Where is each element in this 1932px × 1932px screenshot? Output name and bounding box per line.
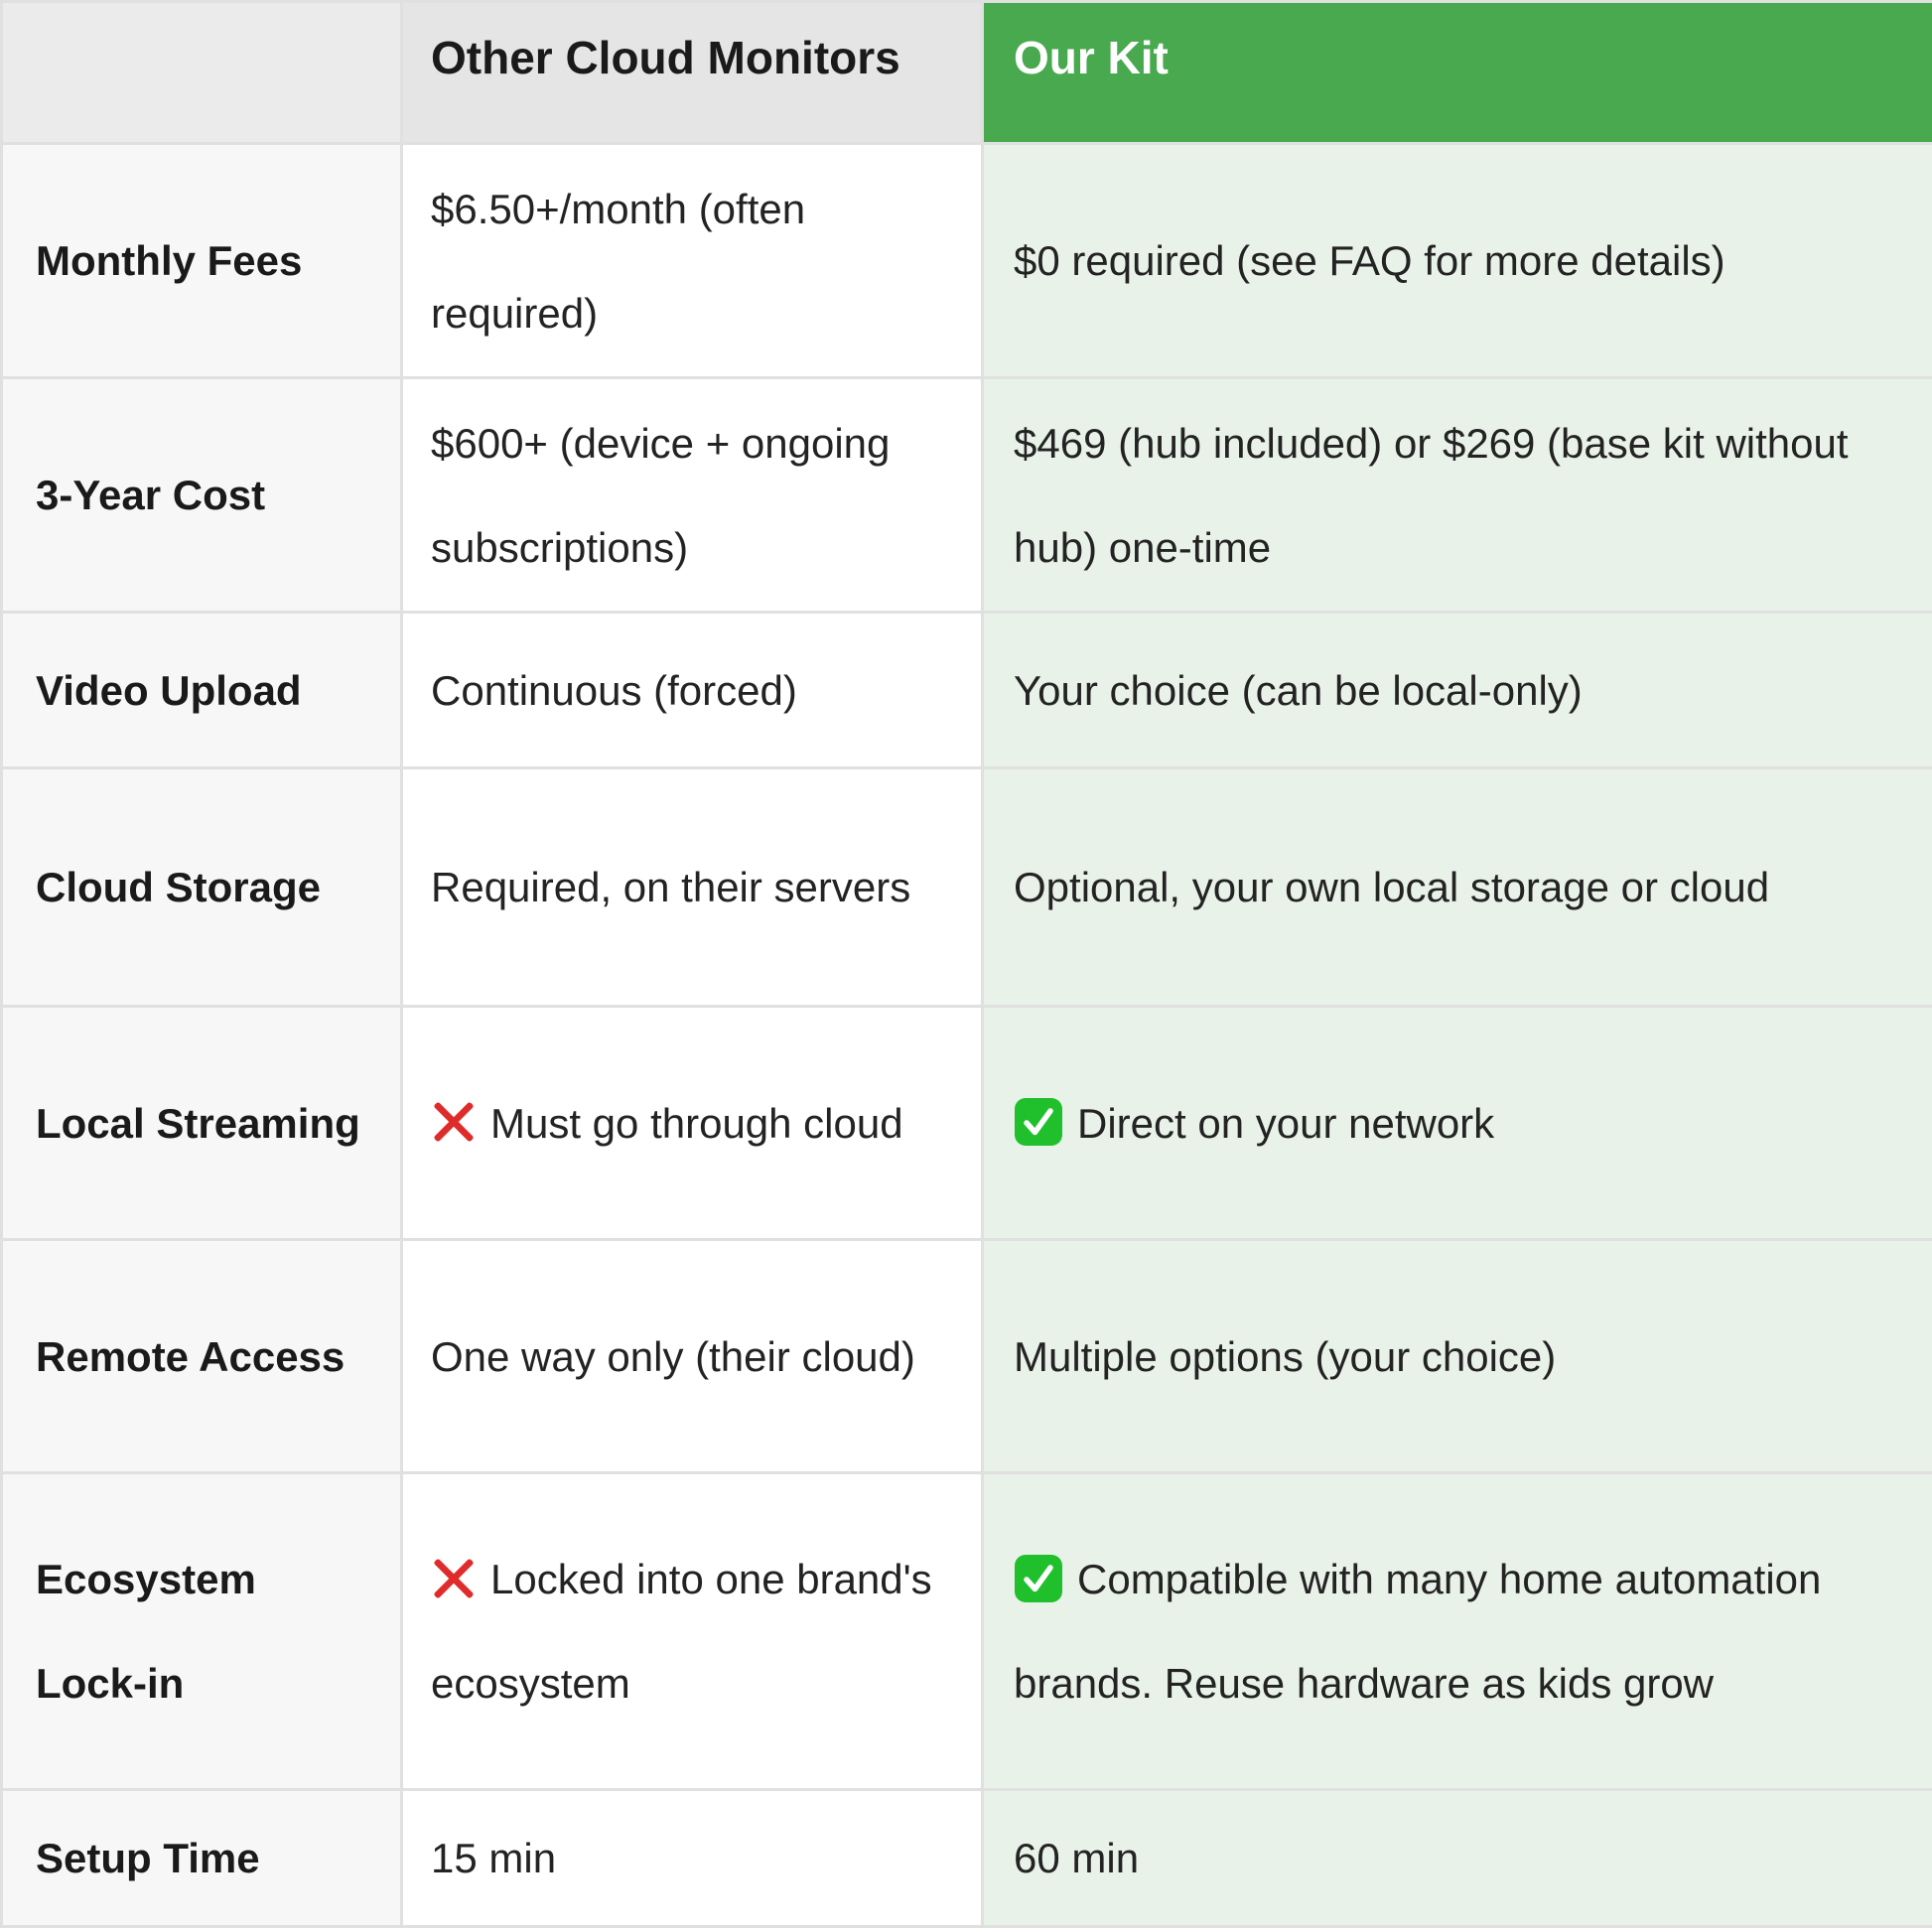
- table-header-row: [2, 2, 1932, 144]
- cross-mark-icon: [431, 1556, 477, 1601]
- feature-label: Video Upload: [2, 613, 402, 768]
- table-row-3-year-cost: [2, 378, 1932, 613]
- cell-text: Compatible with many home automation brands. Reuse hardware as kids grow: [1014, 1556, 1822, 1707]
- other-cloud-cell: [402, 144, 983, 378]
- cell-text: Your choice (can be local-only): [1014, 666, 1583, 714]
- corner-cell: [2, 2, 402, 144]
- cell-text: 15 min: [431, 1835, 557, 1881]
- other-cloud-cell: [402, 1007, 983, 1240]
- feature-label: Monthly Fees: [2, 144, 402, 378]
- our-kit-cell: [983, 613, 1932, 768]
- cell-text: $6.50+/month (often required): [431, 185, 806, 337]
- cell-text: $469 (hub included) or $269 (base kit without hub) one-time: [1014, 419, 1849, 571]
- cell-text: Must go through cloud: [490, 1099, 903, 1147]
- cell-text: $0 required (see FAQ for more details): [1014, 237, 1725, 284]
- cell-text: Direct on your network: [1077, 1099, 1495, 1147]
- feature-label: Local Streaming: [2, 1007, 402, 1240]
- table-row-cloud-storage: [2, 768, 1932, 1007]
- table-row-setup-time: [2, 1790, 1932, 1927]
- other-cloud-cell: [402, 378, 983, 613]
- table-row-video-upload: [2, 613, 1932, 768]
- column-header-our-kit: Our Kit: [983, 2, 1932, 144]
- cell-text: $600+ (device + ongoing subscriptions): [431, 419, 891, 571]
- feature-label: 3-Year Cost: [2, 378, 402, 613]
- cell-text: Optional, your own local storage or cloud: [1014, 864, 1770, 910]
- our-kit-cell: [983, 768, 1932, 1007]
- feature-label: Remote Access: [2, 1240, 402, 1473]
- cell-text: Required, on their servers: [431, 864, 911, 910]
- other-cloud-cell: [402, 1473, 983, 1790]
- table-row-local-streaming: [2, 1007, 1932, 1240]
- table-row-ecosystem-lock-in: [2, 1473, 1932, 1790]
- cross-mark-icon: [431, 1099, 477, 1145]
- feature-label: Setup Time: [2, 1790, 402, 1927]
- our-kit-cell: [983, 144, 1932, 378]
- our-kit-cell: [983, 378, 1932, 613]
- other-cloud-cell: [402, 1790, 983, 1927]
- cell-text: Continuous (forced): [431, 666, 797, 714]
- cell-text: One way only (their cloud): [431, 1332, 915, 1380]
- feature-label: Cloud Storage: [2, 768, 402, 1007]
- feature-label: Ecosystem Lock-in: [2, 1473, 402, 1790]
- column-header-other-cloud-monitors: Other Cloud Monitors: [402, 2, 983, 144]
- other-cloud-cell: [402, 768, 983, 1007]
- our-kit-cell: [983, 1790, 1932, 1927]
- table-row-monthly-fees: [2, 144, 1932, 378]
- our-kit-cell: [983, 1240, 1932, 1473]
- cell-text: Locked into one brand's ecosystem: [431, 1556, 932, 1707]
- our-kit-cell: [983, 1473, 1932, 1790]
- cell-text: 60 min: [1014, 1835, 1140, 1881]
- check-mark-icon: [1014, 1097, 1063, 1147]
- table-row-remote-access: [2, 1240, 1932, 1473]
- our-kit-cell: [983, 1007, 1932, 1240]
- cell-text: Multiple options (your choice): [1014, 1332, 1557, 1380]
- check-mark-icon: [1014, 1554, 1063, 1603]
- other-cloud-cell: [402, 613, 983, 768]
- other-cloud-cell: [402, 1240, 983, 1473]
